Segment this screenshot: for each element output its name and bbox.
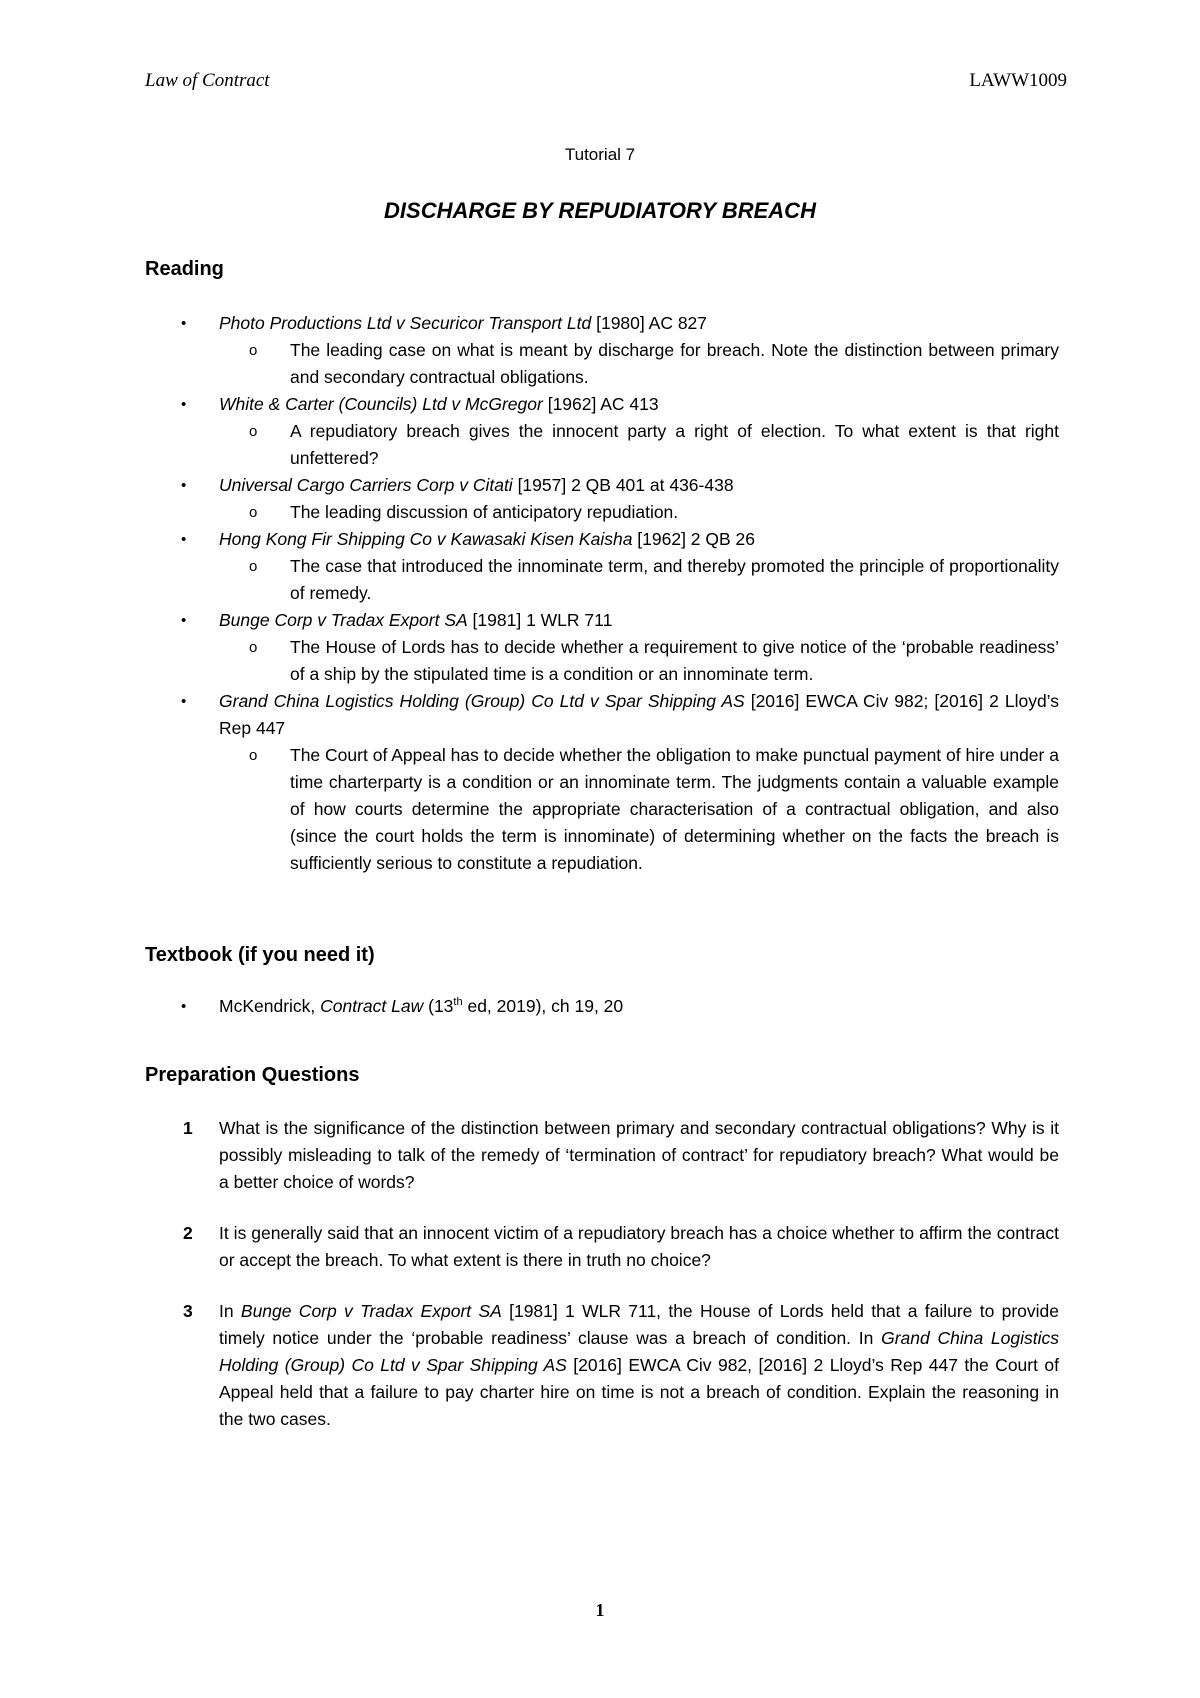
running-header-course: Law of Contract [145, 70, 270, 91]
case-reference: [1962] 2 QB 26 [632, 529, 756, 549]
textbook-list [145, 993, 1059, 1020]
bullet-icon: • [181, 998, 187, 1015]
reading-item [145, 607, 1059, 688]
list-item [145, 993, 1059, 1020]
case-name: Universal Cargo Carriers Corp v Citati [219, 475, 513, 495]
case-notes [219, 634, 1059, 688]
case-note-text: The leading case on what is meant by discharge for breach. Note the distinction between primary and secondary contractual obligations. [290, 340, 1059, 387]
bullet-icon: • [181, 315, 187, 332]
case-name: Hong Kong Fir Shipping Co v Kawasaki Kisen Kaisha [219, 529, 633, 549]
sub-bullet-icon: o [249, 504, 258, 521]
case-citation [219, 526, 1059, 553]
preparation-questions [145, 1115, 1059, 1433]
sub-bullet-icon: o [249, 342, 258, 359]
question-number: 2 [183, 1223, 193, 1243]
reading-item [145, 688, 1059, 877]
case-note-text: The House of Lords has to decide whether a requirement to give notice of the ‘probable readiness’ of a ship by the stipulated time is a condition or an innominate term. [290, 637, 1059, 684]
bullet-icon: • [181, 531, 187, 548]
reading-item [145, 526, 1059, 607]
question-text: It is generally said that an innocent victim of a repudiatory breach has a choice whether to affirm the contract or accept the breach. To what extent is there in truth no choice? [219, 1223, 1059, 1270]
textbook-list-container [145, 993, 1059, 1020]
bullet-icon: • [181, 477, 187, 494]
question-text-part: In [219, 1301, 241, 1321]
case-reference: [1980] AC 827 [591, 313, 708, 333]
question-text-part: [2016] EWCA Civ 982, [2016] 2 Lloyd’s Rep 447 the Court of Appeal held that a failure to pay charter hire on time is not a breach of condition. Explain the reasoning in the two cases. [219, 1355, 1059, 1429]
textbook-edition-suffix: th [453, 996, 463, 1009]
case-name: White & Carter (Councils) Ltd v McGregor [219, 394, 543, 414]
reading-item [145, 472, 1059, 526]
question-text: What is the significance of the distinction between primary and secondary contractual obligations? Why is it possibly misleading to talk of the remedy of ‘termination of contract’ for repudiatory breach? What would be a better choice of words? [219, 1118, 1059, 1192]
textbook-edition-prefix: (13 [423, 996, 454, 1016]
case-note-text: The leading discussion of anticipatory repudiation. [290, 502, 679, 522]
case-name: Photo Productions Ltd v Securicor Transport Ltd [219, 313, 592, 333]
tutorial-label: Tutorial 7 [564, 145, 636, 164]
case-name: Grand China Logistics Holding (Group) Co Ltd v Spar Shipping AS [219, 1328, 1060, 1375]
case-reference: [2016] EWCA Civ 982; [2016] 2 Lloyd’s Rep 447 [219, 691, 1059, 738]
case-note [145, 499, 1059, 526]
case-note [145, 553, 1059, 607]
question-number: 3 [183, 1301, 193, 1321]
case-note [145, 742, 1059, 877]
case-reference: [1957] 2 QB 401 at 436-438 [512, 475, 734, 495]
case-name: Bunge Corp v Tradax Export SA [219, 610, 468, 630]
case-notes [219, 553, 1059, 607]
preparation-heading: Preparation Questions [145, 1064, 360, 1086]
reading-item [145, 391, 1059, 472]
question-number: 1 [183, 1118, 193, 1138]
sub-bullet-icon: o [249, 558, 258, 575]
case-notes [219, 499, 1059, 526]
bullet-icon: • [181, 396, 187, 413]
case-citation [219, 310, 1059, 337]
case-note-text: A repudiatory breach gives the innocent party a right of election. To what extent is that right unfettered? [290, 421, 1059, 468]
reading-heading: Reading [145, 258, 224, 280]
case-name: Grand China Logistics Holding (Group) Co Ltd v Spar Shipping AS [219, 691, 745, 711]
sub-bullet-icon: o [249, 639, 258, 656]
page-title: DISCHARGE BY REPUDIATORY BREACH [384, 198, 816, 223]
case-notes [219, 418, 1059, 472]
textbook-author: McKendrick, [219, 996, 321, 1016]
running-header-code: LAWW1009 [969, 70, 1067, 91]
case-citation [219, 391, 1059, 418]
case-reference: [1981] 1 WLR 711 [467, 610, 613, 630]
case-citation [219, 607, 1059, 634]
question-text-part: [1981] 1 WLR 711, the House of Lords held that a failure to provide timely notice under the ‘probable readiness’ clause was a breach of condition. In [219, 1301, 1059, 1348]
case-citation [219, 472, 1059, 499]
textbook-heading: Textbook (if you need it) [145, 944, 375, 966]
textbook-edition-detail: ed, 2019), ch 19, 20 [462, 996, 624, 1016]
bullet-icon: • [181, 693, 187, 710]
textbook-title: Contract Law [320, 996, 424, 1016]
reading-list [145, 310, 1059, 877]
sub-bullet-icon: o [249, 747, 258, 764]
bullet-icon: • [181, 612, 187, 629]
case-citation [219, 688, 1059, 742]
case-note [145, 337, 1059, 391]
sub-bullet-icon: o [249, 423, 258, 440]
question-1 [145, 1115, 1059, 1196]
case-note-text: The Court of Appeal has to decide whether the obligation to make punctual payment of hire under a time charterparty is a condition or an innominate term. The judgments contain a valuable example of how courts determine the appropriate characterisation of a contractual obligation, and also (since the court holds the term is innominate) of determining whether on the facts the breach is sufficiently serious to constitute a repudiation. [290, 745, 1059, 873]
question-3 [145, 1298, 1059, 1433]
case-name: Bunge Corp v Tradax Export SA [240, 1301, 502, 1321]
reading-item [145, 310, 1059, 391]
case-notes [219, 337, 1059, 391]
question-2 [145, 1220, 1059, 1274]
case-note [145, 634, 1059, 688]
page-number: 1 [595, 1600, 605, 1620]
case-notes [219, 742, 1059, 877]
reading-list-container [145, 310, 1059, 877]
case-reference: [1962] AC 413 [542, 394, 659, 414]
case-note [145, 418, 1059, 472]
case-note-text: The case that introduced the innominate term, and thereby promoted the principle of proportionality of remedy. [290, 556, 1059, 603]
preparation-questions-container [145, 1115, 1059, 1457]
